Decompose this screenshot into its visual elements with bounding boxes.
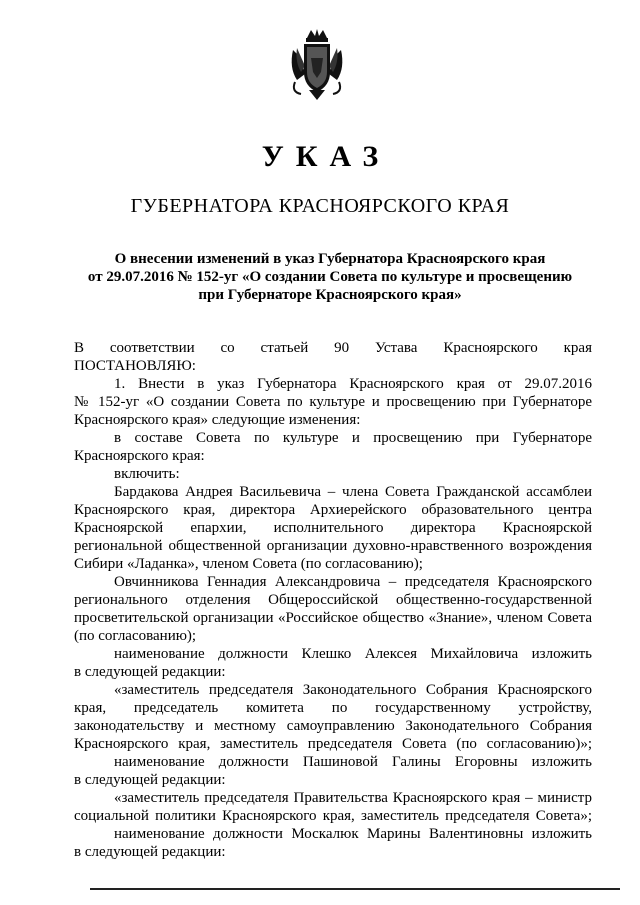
- body-line: регионального отделения Общероссийской общественно-государственной: [74, 592, 592, 608]
- body-line: Красноярского края, директора Архиерейского образовательного центра: [74, 502, 592, 518]
- body-line: ПОСТАНОВЛЯЮ:: [74, 358, 196, 374]
- body-line: «заместитель председателя Правительства Красноярского края – министр: [114, 790, 592, 806]
- body-line: в следующей редакции:: [74, 664, 226, 680]
- document-title: УКАЗ: [261, 140, 391, 173]
- body-line: Сибири «Ладанка», членом Совета (по согласованию);: [74, 556, 423, 572]
- body-line: наименование должности Москалюк Марины Валентиновны изложить: [114, 826, 592, 842]
- body-line: наименование должности Клешко Алексея Михайловича изложить: [114, 646, 592, 662]
- body-line: № 152-уг «О создании Совета по культуре и просвещению при Губернаторе: [74, 394, 592, 410]
- body-line: просветительской организации «Российское общество «Знание», членом Совета: [74, 610, 592, 626]
- heading-line: при Губернаторе Красноярского края»: [198, 287, 462, 303]
- heading-line: О внесении изменений в указ Губернатора Красноярского края: [114, 251, 546, 267]
- coat-of-arms-icon: [287, 28, 347, 102]
- body-line: региональной общественной организации духовно-нравственного возрождения: [74, 538, 592, 554]
- body-line: в следующей редакции:: [74, 772, 226, 788]
- body-line: края, председатель комитета по государственному устройству,: [74, 700, 592, 716]
- body-line: социальной политики Красноярского края, заместитель председателя Совета»;: [74, 808, 592, 824]
- body-line: в следующей редакции:: [74, 844, 226, 860]
- body-line: «заместитель председателя Законодательного Собрания Красноярского: [114, 682, 592, 698]
- body-line: Бардакова Андрея Васильевича – члена Совета Гражданской ассамблеи: [114, 484, 592, 500]
- body-line: Красноярской епархии, исполнительного директора Красноярской: [74, 520, 592, 536]
- document-subtitle: ГУБЕРНАТОРА КРАСНОЯРСКОГО КРАЯ: [130, 195, 510, 217]
- body-line: Красноярского края:: [74, 448, 205, 464]
- body-line: включить:: [114, 466, 180, 482]
- body-line: в составе Совета по культуре и просвещению при Губернаторе: [114, 430, 592, 446]
- body-line: Красноярского края» следующие изменения:: [74, 412, 361, 428]
- body-line: наименование должности Пашиновой Галины Егоровны изложить: [114, 754, 592, 770]
- body-line: В соответствии со статьей 90 Устава Красноярского края: [74, 340, 592, 356]
- body-line: законодательству и местному самоуправлению Законодательного Собрания: [74, 718, 592, 734]
- decree-heading: [70, 250, 590, 304]
- body-line: Овчинникова Геннадия Александровича – председателя Красноярского: [114, 574, 592, 590]
- heading-line: от 29.07.2016 № 152-уг «О создании Совета по культуре и просвещению: [87, 269, 573, 285]
- page-bottom-rule: [90, 888, 620, 890]
- decree-body: [74, 339, 592, 861]
- body-line: (по согласованию);: [74, 628, 197, 644]
- body-line: 1. Внести в указ Губернатора Красноярского края от 29.07.2016: [114, 376, 592, 392]
- body-line: Красноярского края, заместитель председателя Совета (по согласованию)»;: [74, 736, 592, 752]
